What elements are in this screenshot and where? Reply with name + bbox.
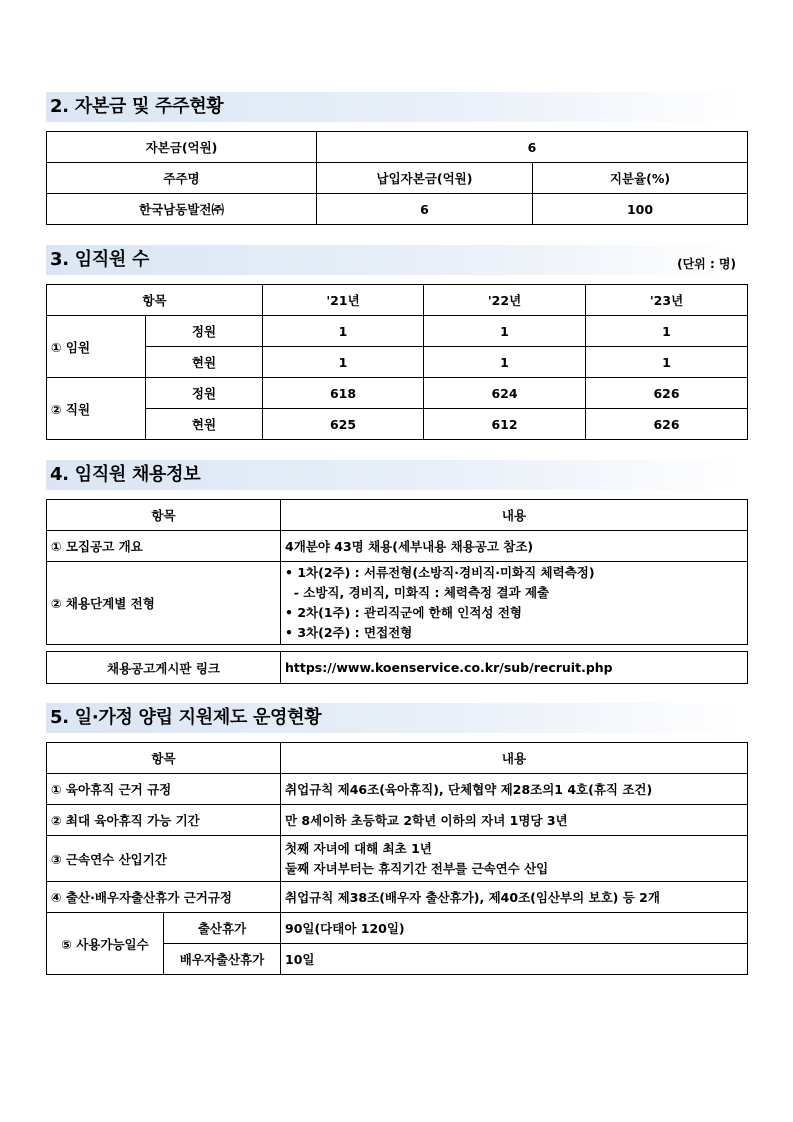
cell: 1 — [586, 316, 748, 347]
row-value: 취업규칙 제38조(배우자 출산휴가), 제40조(임산부의 보호) 등 2개 — [281, 882, 748, 913]
row-value: 4개분야 43명 채용(세부내용 채용공고 참조) — [281, 531, 748, 562]
capital-table — [46, 131, 748, 225]
section-title-employees: 3. 임직원 수 — [46, 245, 746, 275]
cell: 1 — [263, 347, 424, 378]
col-header: 지분율(%) — [533, 163, 748, 194]
recruitment-table — [46, 499, 748, 645]
step-line: • 2차(1주) : 관리직군에 한해 인적성 전형 — [285, 605, 522, 620]
cell: 1 — [586, 347, 748, 378]
cell: 612 — [424, 409, 586, 440]
row-label: ② 최대 육아휴직 가능 기간 — [47, 805, 281, 836]
row-sub: 출산휴가 — [164, 913, 281, 944]
col-header: 납입자본금(억원) — [317, 163, 533, 194]
shareholder-name: 한국남동발전㈜ — [47, 194, 317, 225]
share-ratio: 100 — [533, 194, 748, 225]
row-sub: 배우자출산휴가 — [164, 944, 281, 975]
col-header: 항목 — [47, 743, 281, 774]
group-staff: ② 직원 — [47, 378, 146, 440]
row-label: ④ 출산·배우자출산휴가 근거규정 — [47, 882, 281, 913]
cell: 626 — [586, 378, 748, 409]
col-header: '23년 — [586, 285, 748, 316]
row-label: ③ 근속연수 산입기간 — [47, 836, 281, 882]
screening-steps — [281, 562, 748, 645]
row-sub: 정원 — [146, 378, 263, 409]
col-header: '22년 — [424, 285, 586, 316]
work-family-table — [46, 742, 748, 975]
unit-label: (단위 : 명) — [677, 257, 736, 271]
col-header: 내용 — [281, 743, 748, 774]
section-title-recruitment: 4. 임직원 채용정보 — [46, 460, 746, 490]
row-value: 만 8세이하 초등학교 2학년 이하의 자녀 1명당 3년 — [281, 805, 748, 836]
cell: 626 — [586, 409, 748, 440]
row-label: ① 모집공고 개요 — [47, 531, 281, 562]
col-header: 항목 — [47, 285, 263, 316]
row-value: 90일(다태아 120일) — [281, 913, 748, 944]
row-sub: 현원 — [146, 347, 263, 378]
row-value: 10일 — [281, 944, 748, 975]
paid-in-capital: 6 — [317, 194, 533, 225]
col-header: 항목 — [47, 500, 281, 531]
step-line: • 1차(2주) : 서류전형(소방직·경비직·미화직 체력측정) — [285, 565, 595, 580]
row-label: ② 채용단계별 전형 — [47, 562, 281, 645]
cell: 618 — [263, 378, 424, 409]
col-header: '21년 — [263, 285, 424, 316]
cell: 1 — [263, 316, 424, 347]
cell: 1 — [424, 347, 586, 378]
employees-table — [46, 284, 748, 440]
step-line: - 소방직, 경비직, 미화직 : 체력측정 결과 제출 — [285, 585, 550, 600]
row-label: ① 육아휴직 근거 규정 — [47, 774, 281, 805]
section-title-work-family: 5. 일·가정 양립 지원제도 운영현황 — [46, 703, 746, 733]
row-sub: 현원 — [146, 409, 263, 440]
recruit-link[interactable]: https://www.koenservice.co.kr/sub/recruit.php — [281, 652, 748, 684]
col-header: 내용 — [281, 500, 748, 531]
group-executives: ① 임원 — [47, 316, 146, 378]
col-header: 주주명 — [47, 163, 317, 194]
row-value: 취업규칙 제46조(육아휴직), 단체협약 제28조의1 4호(휴직 조건) — [281, 774, 748, 805]
section-title-capital: 2. 자본금 및 주주현황 — [46, 92, 746, 122]
cell: 624 — [424, 378, 586, 409]
value-line: 첫째 자녀에 대해 최초 1년 — [285, 840, 432, 856]
value-line: 둘째 자녀부터는 휴직기간 전부를 근속연수 산입 — [285, 860, 549, 876]
capital-label: 자본금(억원) — [47, 132, 317, 163]
capital-value: 6 — [317, 132, 748, 163]
cell: 625 — [263, 409, 424, 440]
recruit-link-table — [46, 651, 748, 684]
row-label: ⑤ 사용가능일수 — [47, 913, 164, 975]
row-sub: 정원 — [146, 316, 263, 347]
cell: 1 — [424, 316, 586, 347]
row-value-multiline — [281, 836, 748, 882]
link-label: 채용공고게시판 링크 — [47, 652, 281, 684]
step-line: • 3차(2주) : 면접전형 — [285, 625, 413, 640]
